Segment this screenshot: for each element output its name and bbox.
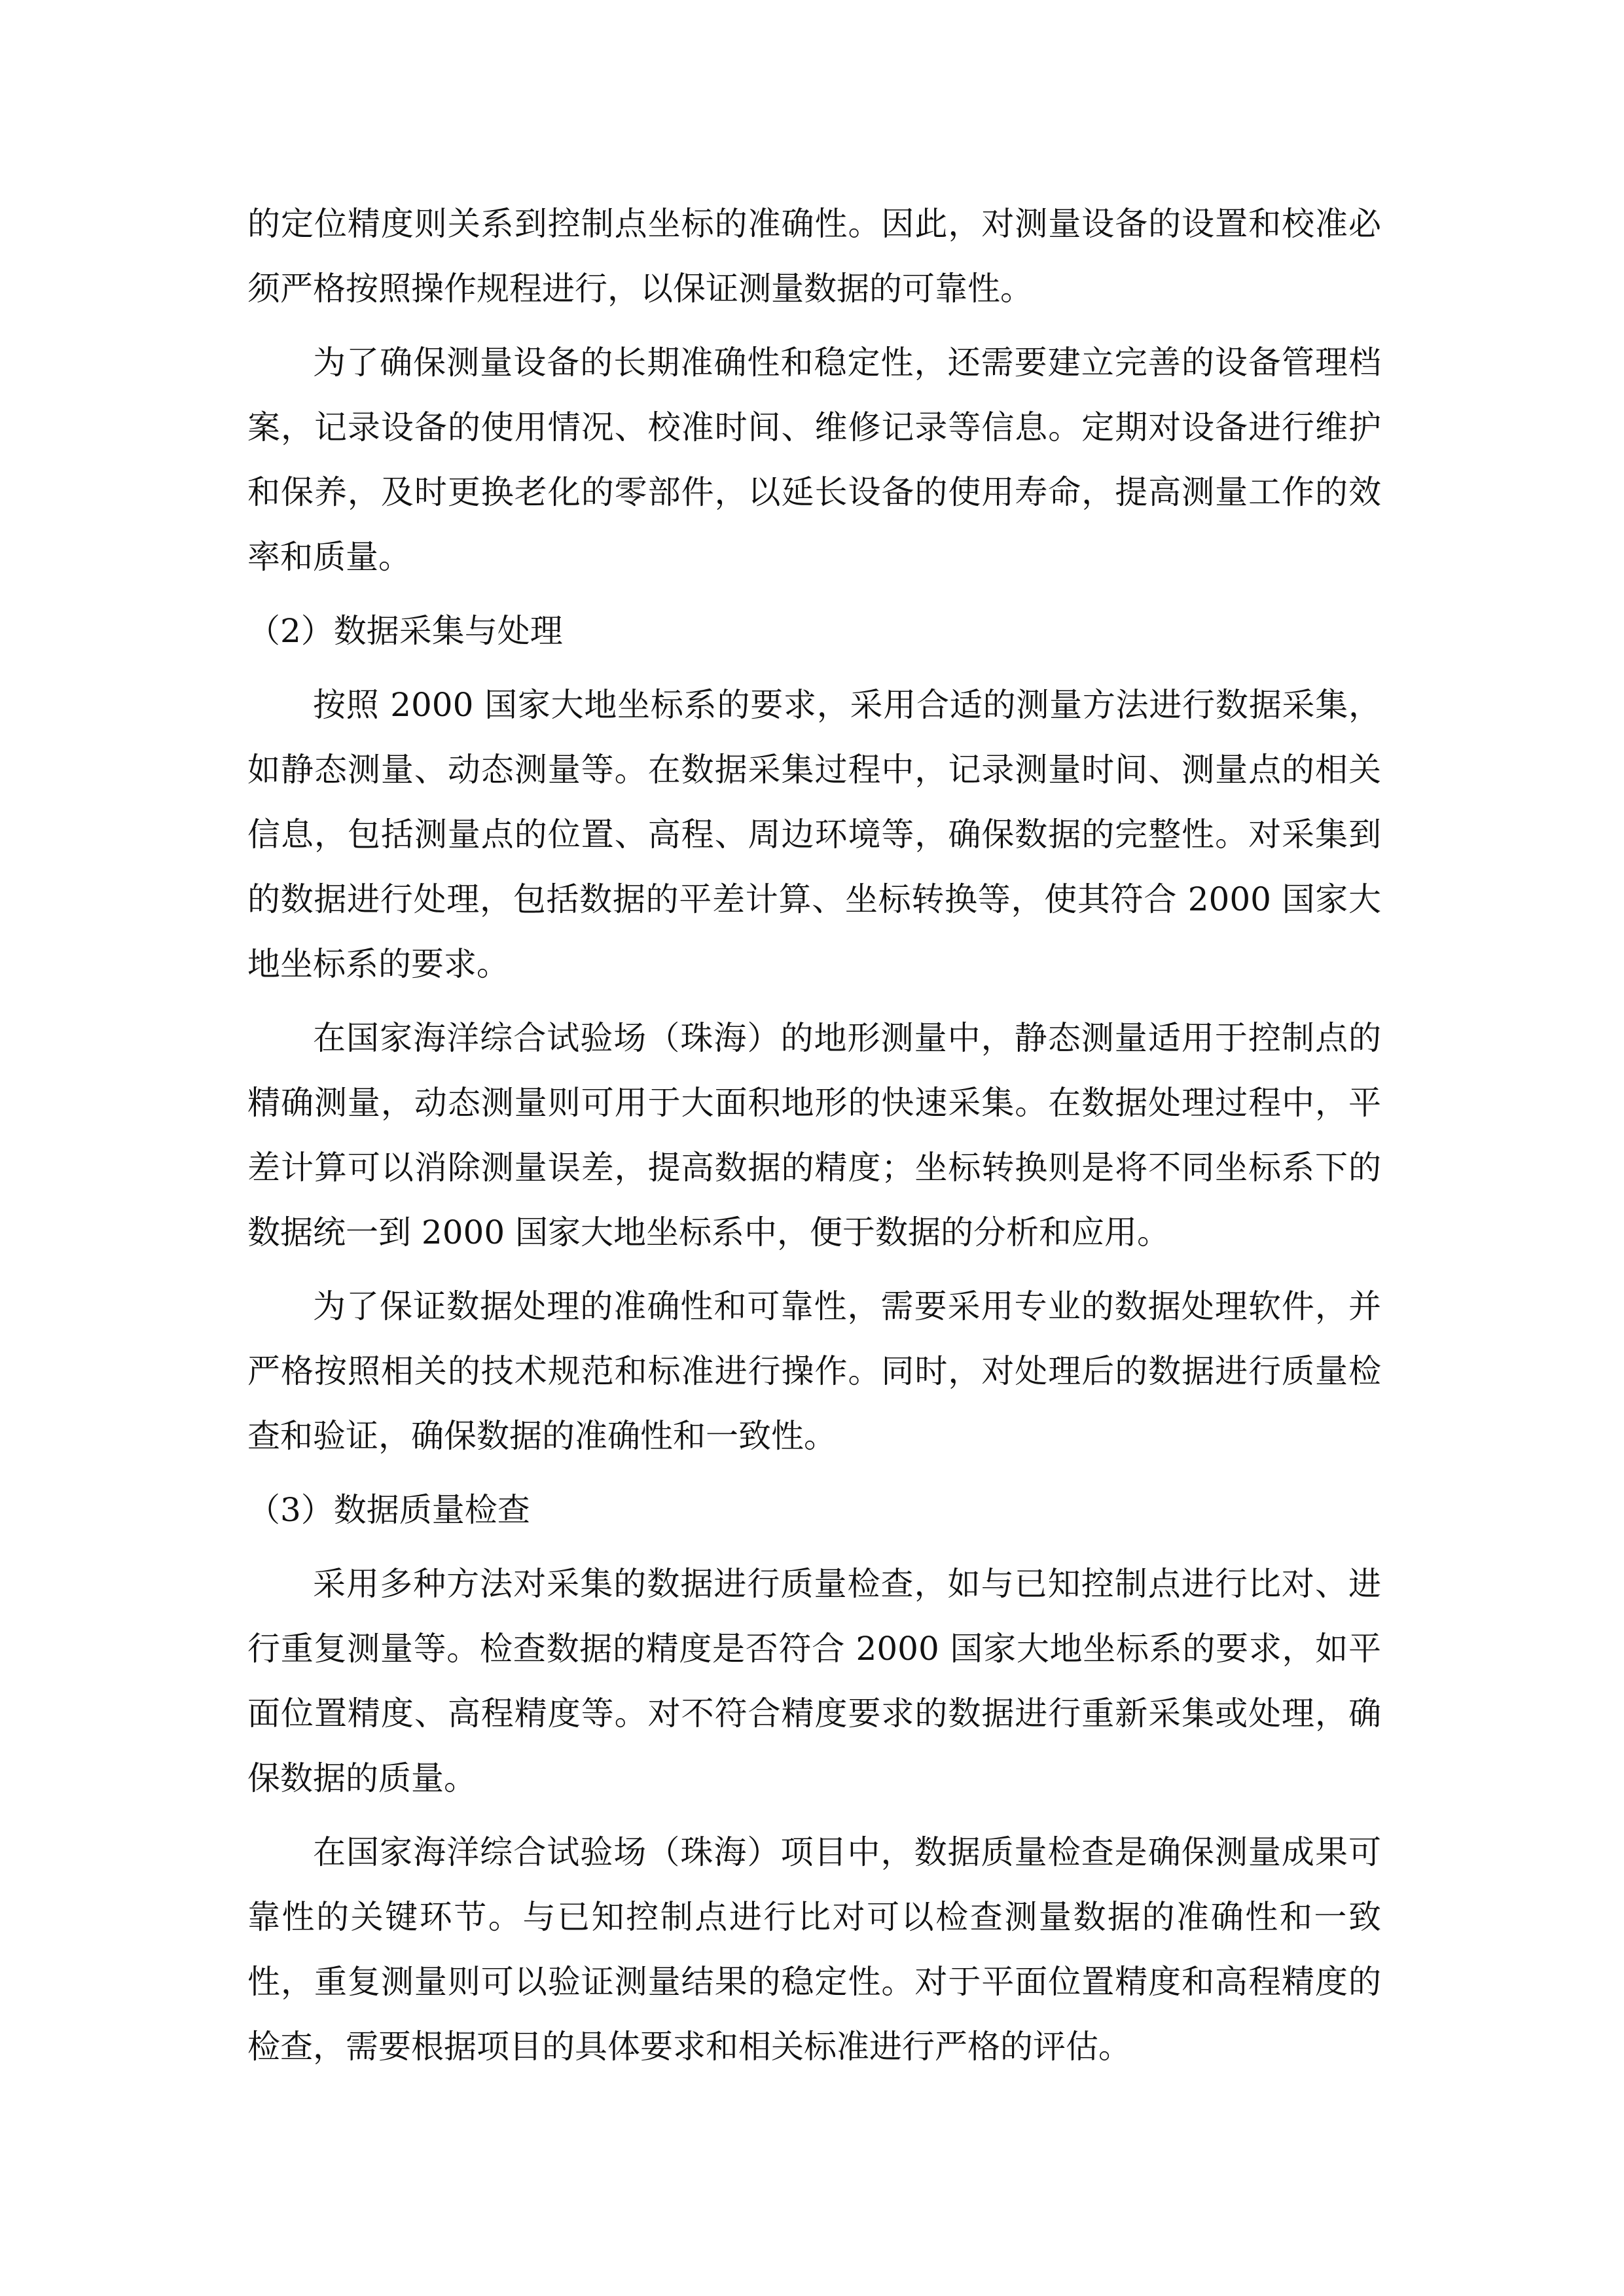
- paragraph-equipment-archive: 为了确保测量设备的长期准确性和稳定性，还需要建立完善的设备管理档案，记录设备的使用情况、校准时间、维修记录等信息。定期对设备进行维护和保养，及时更换老化的零部件，以延长设备的使用寿命，提高测量工作的效率和质量。: [247, 344, 1381, 576]
- paragraph-topographic-survey: 在国家海洋综合试验场（珠海）的地形测量中，静态测量适用于控制点的精确测量，动态测量则可用于大面积地形的快速采集。在数据处理过程中，平差计算可以消除测量误差，提高数据的精度；坐标转换则是将不同坐标系下的数据统一到 2000 国家大地坐标系中，便于数据的分析和应用。: [247, 1019, 1381, 1251]
- paragraph-data-collection: 按照 2000 国家大地坐标系的要求，采用合适的测量方法进行数据采集，如静态测量、动态测量等。在数据采集过程中，记录测量时间、测量点的相关信息，包括测量点的位置、高程、周边环境等，确保数据的完整性。对采集到的数据进行处理，包括数据的平差计算、坐标转换等，使其符合 2000 国家大地坐标系的要求。: [247, 686, 1381, 983]
- paragraph-quality-methods: 采用多种方法对采集的数据进行质量检查，如与已知控制点进行比对、进行重复测量等。检查数据的精度是否符合 2000 国家大地坐标系的要求，如平面位置精度、高程精度等。对不符合精度要求的数据进行重新采集或处理，确保数据的质量。: [247, 1565, 1381, 1797]
- paragraph-processing-software: 为了保证数据处理的准确性和可靠性，需要采用专业的数据处理软件，并严格按照相关的技术规范和标准进行操作。同时，对处理后的数据进行质量检查和验证，确保数据的准确性和一致性。: [247, 1287, 1381, 1455]
- section-heading-data-collection: （2）数据采集与处理: [247, 612, 563, 650]
- paragraph-quality-project: 在国家海洋综合试验场（珠海）项目中，数据质量检查是确保测量成果可靠性的关键环节。与已知控制点进行比对可以检查测量数据的准确性和一致性，重复测量则可以验证测量结果的稳定性。对于平面位置精度和高程精度的检查，需要根据项目的具体要求和相关标准进行严格的评估。: [247, 1833, 1381, 2066]
- document-body: [247, 192, 1381, 2089]
- paragraph-continuation: 的定位精度则关系到控制点坐标的准确性。因此，对测量设备的设置和校准必须严格按照操作规程进行，以保证测量数据的可靠性。: [247, 205, 1381, 308]
- section-heading-quality-check: （3）数据质量检查: [247, 1491, 530, 1529]
